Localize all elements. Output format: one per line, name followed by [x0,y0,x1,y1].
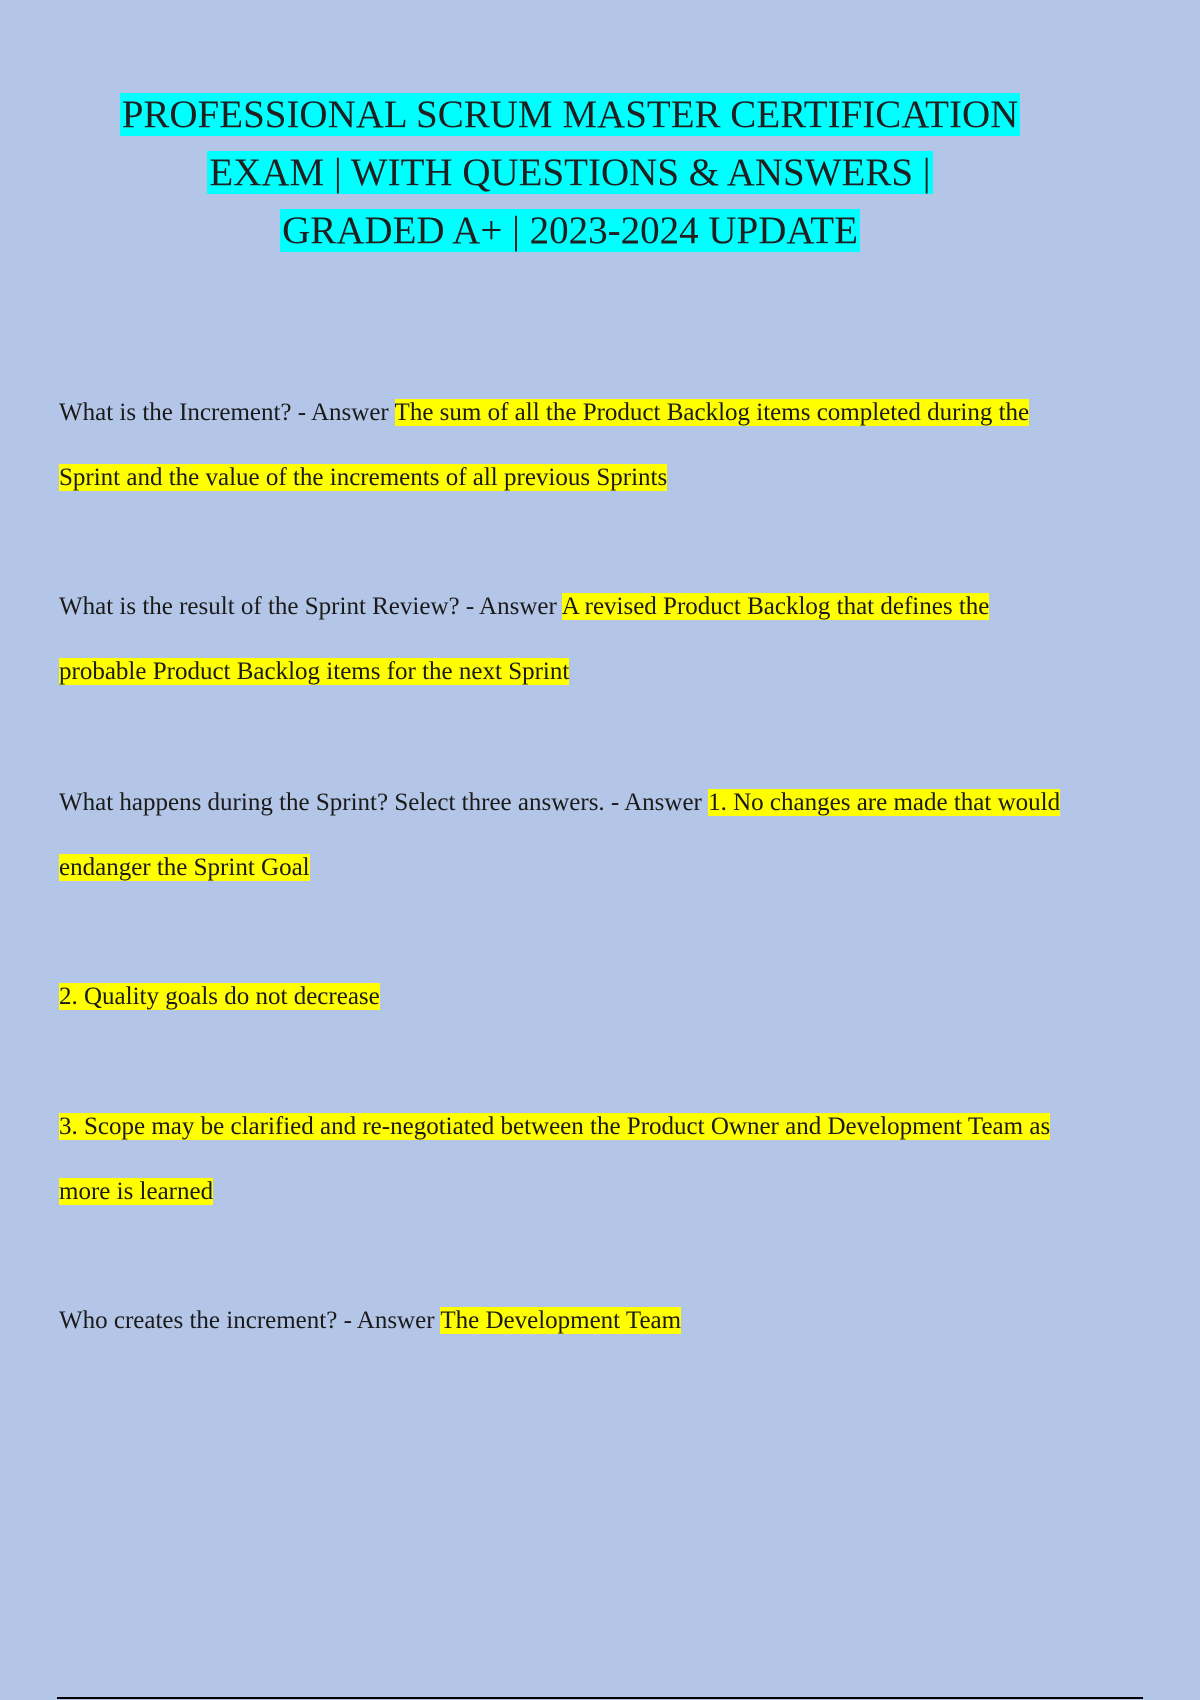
answer-text: A revised Product Backlog that defines the probable Product Backlog items for the next Sprint [59,593,990,685]
title-line-2: EXAM | WITH QUESTIONS & ANSWERS | [209,151,931,194]
question-text: What is the result of the Sprint Review? - Answer [59,593,562,620]
answer-text: The Development Team [440,1307,682,1334]
answer-text: The sum of all the Product Backlog items completed during the Sprint and the value of the increments of all previous Sprints [59,399,1030,491]
question-text: What is the Increment? - Answer [59,399,395,426]
question-text: What happens during the Sprint? Select three answers. - Answer [59,789,709,816]
qa-answer-quality-goals [59,964,1079,1029]
question-text: Who creates the increment? - Answer [59,1307,441,1334]
answer-text: 1. No changes are made that would endanger the Sprint Goal [59,789,1061,881]
qa-item-during-sprint [59,770,1079,900]
answer-text: 3. Scope may be clarified and re-negotiated between the Product Owner and Development Team as more is learned [59,1113,1051,1205]
title-line-1: PROFESSIONAL SCRUM MASTER CERTIFICATION [121,93,1019,136]
title-line-3: GRADED A+ | 2023-2024 UPDATE [282,209,858,252]
qa-item-increment [59,380,1079,510]
answer-text: 2. Quality goals do not decrease [59,983,380,1010]
footer-rule [57,1697,1143,1699]
qa-answer-scope [59,1094,1079,1224]
qa-item-who-creates-increment [59,1288,1079,1353]
qa-item-sprint-review [59,574,1079,704]
page-title [0,86,1140,260]
